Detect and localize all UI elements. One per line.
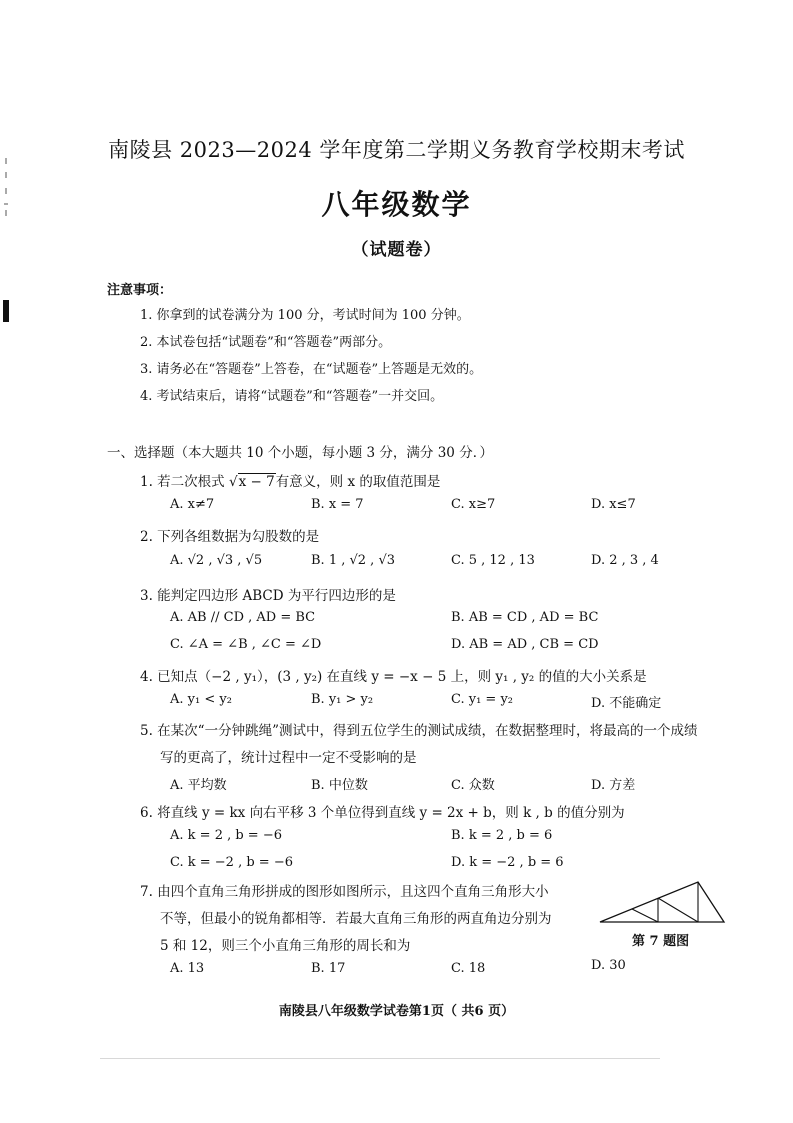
option-d: D. 2 , 3 , 4 (591, 553, 659, 568)
option-d: D. x≤7 (591, 497, 636, 512)
option-c: C. x≥7 (451, 497, 496, 512)
option-a: A. √2 , √3 , √5 (170, 553, 263, 568)
option-d: D. 30 (591, 958, 626, 973)
scan-edge-mark (3, 300, 9, 322)
option-a: A. 13 (170, 961, 205, 976)
option-a: A. AB // CD , AD = BC (170, 610, 316, 625)
question-7-stem-cont: 5 和 12，则三个小直角三角形的周长和为 (160, 938, 411, 954)
option-c: C. y₁ = y₂ (451, 692, 514, 707)
notice-item: 2. 本试卷包括“试题卷”和“答题卷”两部分。 (140, 335, 392, 350)
question-2-stem: 2. 下列各组数据为勾股数的是 (140, 529, 320, 545)
option-a: A. 平均数 (170, 778, 227, 793)
question-stem-prefix: 1. 若二次根式 √ (140, 474, 238, 490)
option-c: C. k = −2 , b = −6 (170, 855, 293, 870)
notice-heading: 注意事项： (107, 283, 173, 298)
page-footer: 南陵县八年级数学试卷第1页（ 共6 页） (278, 1004, 515, 1019)
section-heading: 一、选择题（本大题共 10 个小题，每小题 3 分，满分 30 分．） (107, 445, 493, 461)
subject-title: 八年级数学 (321, 188, 472, 221)
option-c: C. 众数 (451, 778, 495, 793)
option-b: B. y₁ > y₂ (311, 692, 374, 707)
question-5-stem-cont: 写的更高了，统计过程中一定不受影响的是 (160, 750, 417, 766)
option-a: A. y₁ < y₂ (170, 692, 232, 707)
option-c: C. ∠A = ∠B , ∠C = ∠D (170, 637, 322, 652)
footer-rule (100, 1058, 660, 1059)
option-d: D. k = −2 , b = 6 (451, 855, 564, 870)
option-b: B. AB = CD , AD = BC (451, 610, 599, 625)
option-d: D. 不能确定 (591, 696, 662, 711)
option-b: B. 17 (311, 961, 346, 976)
exam-title: 南陵县 2023—2024 学年度第二学期义务教育学校期末考试 (108, 138, 685, 162)
question-5-stem: 5. 在某次“一分钟跳绳”测试中，得到五位学生的测试成绩，在数据整理时，将最高的一个成绩 (140, 723, 698, 739)
option-d: D. AB = AD , CB = CD (451, 637, 599, 652)
option-c: C. 18 (451, 961, 486, 976)
triangle-figure (598, 880, 728, 926)
question-1-stem (140, 470, 440, 490)
question-7-stem-cont: 不等，但最小的锐角都相等．若最大直角三角形的两直角边分别为 (160, 911, 552, 927)
notice-item: 1. 你拿到的试卷满分为 100 分，考试时间为 100 分钟。 (140, 308, 470, 323)
question-stem-suffix: 有意义，则 x 的取值范围是 (275, 474, 441, 490)
option-a: A. k = 2 , b = −6 (170, 828, 282, 843)
question-3-stem: 3. 能判定四边形 ABCD 为平行四边形的是 (140, 588, 396, 604)
radicand: x − 7 (238, 474, 275, 490)
option-b: B. x = 7 (311, 497, 364, 512)
option-b: B. 中位数 (311, 778, 368, 793)
option-a: A. x≠7 (170, 497, 215, 512)
figure-caption: 第 7 题图 (632, 934, 690, 949)
option-d: D. 方差 (591, 778, 636, 793)
option-b: B. 1 , √2 , √3 (311, 553, 395, 568)
notice-item: 3. 请务必在“答题卷”上答卷，在“试题卷”上答题是无效的。 (140, 362, 483, 377)
question-4-stem: 4. 已知点（−2 , y₁），(3 , y₂) 在直线 y = −x − 5 上，则 y₁ , y₂ 的值的大小关系是 (140, 669, 647, 685)
paper-type: （试题卷） (351, 240, 442, 260)
question-7-stem: 7. 由四个直角三角形拼成的图形如图所示，且这四个直角三角形大小 (140, 884, 549, 900)
notice-item: 4. 考试结束后，请将“试题卷”和“答题卷”一并交回。 (140, 389, 444, 404)
question-6-stem: 6. 将直线 y = kx 向右平移 3 个单位得到直线 y = 2x + b，则 k , b 的值分别为 (140, 805, 625, 821)
option-c: C. 5 , 12 , 13 (451, 553, 535, 568)
option-b: B. k = 2 , b = 6 (451, 828, 553, 843)
